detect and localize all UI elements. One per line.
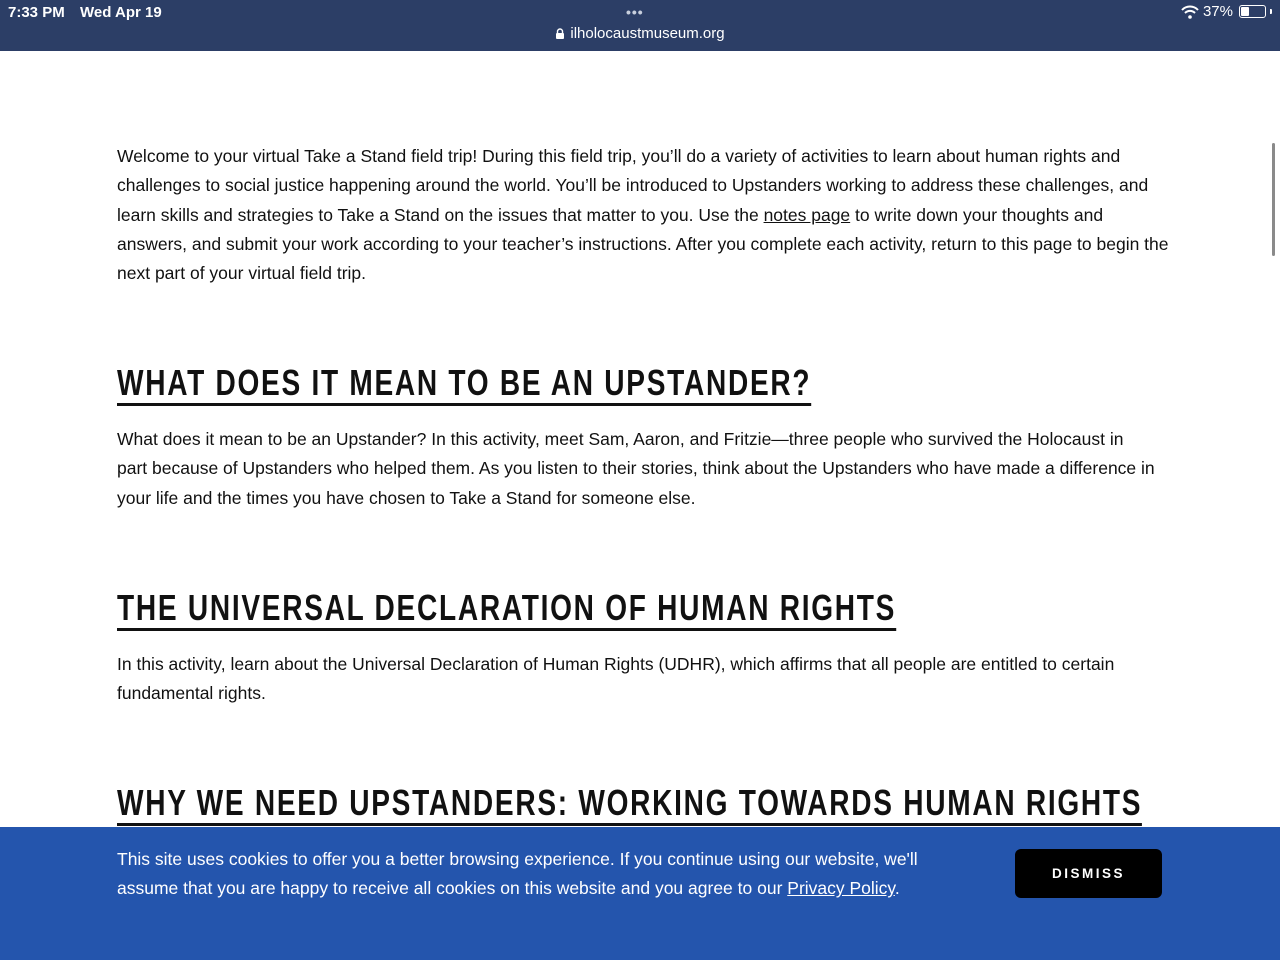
status-indicators: [1181, 3, 1272, 20]
notes-page-link[interactable]: notes page: [763, 204, 851, 225]
battery-nub: [1270, 9, 1272, 14]
lock-icon: [555, 28, 565, 39]
section-heading-upstander[interactable]: WHAT DOES IT MEAN TO BE AN UPSTANDER?: [117, 364, 811, 406]
section-body-upstander: What does it mean to be an Upstander? In this activity, meet Sam, Aaron, and Fritzie—three people who survived the Holocaust in part because of Upstanders who helped them. As you listen to their stories, think about the Upstanders who have made a difference in your life and the times you have chosen to Take a Stand for someone else.: [117, 429, 1155, 508]
battery-icon: [1239, 5, 1266, 18]
status-time: 7:33 PM: [8, 4, 65, 21]
privacy-policy-link[interactable]: Privacy Policy: [787, 878, 895, 899]
url-text: ilholocaustmuseum.org: [570, 25, 725, 42]
cookie-text: This site uses cookies to offer you a better browsing experience. If you continue using our website, we'll assume that you are happy to receive all cookies on this website and you agree to our: [117, 849, 918, 899]
cookie-trailing: .: [894, 878, 900, 899]
more-options-icon[interactable]: •••: [626, 4, 644, 20]
intro-text-end: to write down your thoughts and answers, and submit your work according to your teacher’s instructions. After you complete each activity, return to this page to begin the next part of your virtual field trip.: [117, 204, 1169, 284]
cookie-message: [117, 845, 977, 904]
intro-text-start: Welcome to your virtual Take a Stand field trip! During this field trip, you’ll do a variety of activities to learn about human rights and challenges to social justice happening around the world. You’ll be introduced to Upstanders working to address these challenges, and learn skills and strategies to Take a Stand on the issues that matter to you. Use the: [117, 146, 1149, 225]
cookie-banner: [0, 827, 1280, 960]
status-date: Wed Apr 19: [80, 4, 162, 21]
scrollbar[interactable]: [1272, 143, 1275, 256]
section-body-udhr: In this activity, learn about the Universal Declaration of Human Rights (UDHR), which affirms that all people are entitled to certain fundamental rights.: [117, 654, 1115, 704]
battery-percent: 37%: [1202, 3, 1233, 20]
address-bar[interactable]: [0, 25, 1280, 42]
intro-paragraph: [117, 142, 1177, 288]
dismiss-button[interactable]: DISMISS: [1015, 849, 1162, 898]
status-bar: [0, 0, 1280, 51]
section-heading-why-upstanders[interactable]: WHY WE NEED UPSTANDERS: WORKING TOWARDS HUMAN RIGHTS: [117, 784, 1142, 826]
wifi-icon: [1181, 5, 1199, 19]
section-heading-udhr[interactable]: THE UNIVERSAL DECLARATION OF HUMAN RIGHTS: [117, 589, 896, 631]
